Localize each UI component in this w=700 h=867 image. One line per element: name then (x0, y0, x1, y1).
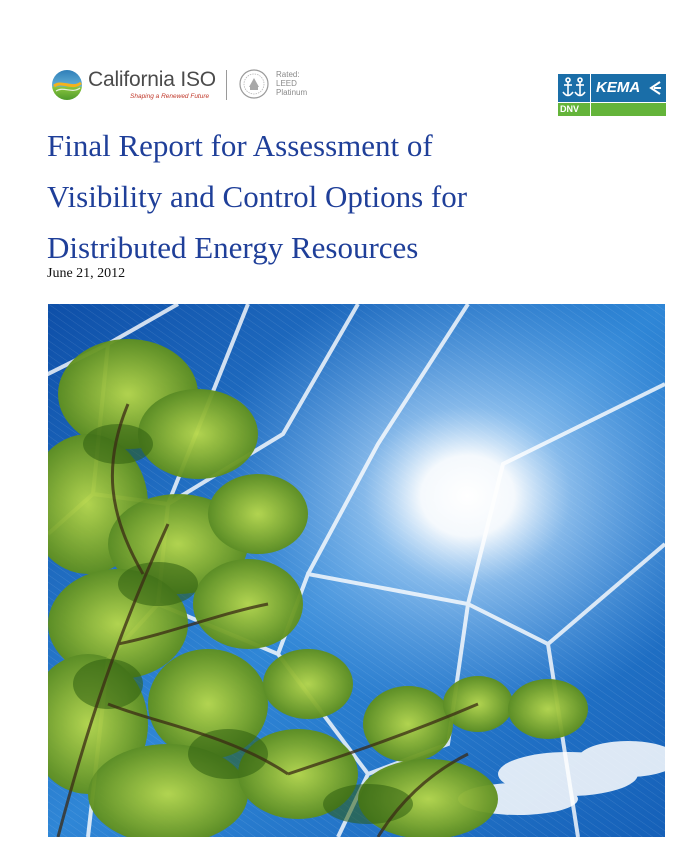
dnv-divider (590, 103, 591, 116)
california-iso-name: California ISO (88, 68, 216, 91)
leed-seal-icon (239, 69, 269, 99)
cover-photo (48, 304, 665, 837)
report-date: June 21, 2012 (47, 266, 126, 281)
leed-line-3: Platinum (276, 88, 308, 97)
kema-mark-icon (648, 81, 662, 95)
kema-wordmark: KEMA (596, 79, 641, 96)
anchor-icon (558, 74, 591, 102)
title-line-2: Visibility and Control Options for (47, 179, 468, 214)
california-iso-globe-icon (50, 68, 84, 102)
leed-line-2: LEED (276, 79, 297, 88)
leed-rating-text (276, 70, 307, 97)
report-title (47, 120, 667, 273)
title-line-1: Final Report for Assessment of (47, 128, 433, 163)
logo-divider (226, 70, 227, 100)
dnv-wordmark: DNV (560, 104, 580, 114)
title-line-3: Distributed Energy Resources (47, 230, 419, 265)
kema-banner (558, 74, 666, 102)
solar-panel-tree-image (48, 304, 665, 837)
leed-line-1: Rated: (276, 70, 300, 79)
california-iso-logo (50, 66, 320, 106)
california-iso-tagline: Shaping a Renewed Future (130, 93, 210, 100)
kema-dnv-logo (558, 74, 666, 118)
dnv-banner (558, 103, 666, 116)
